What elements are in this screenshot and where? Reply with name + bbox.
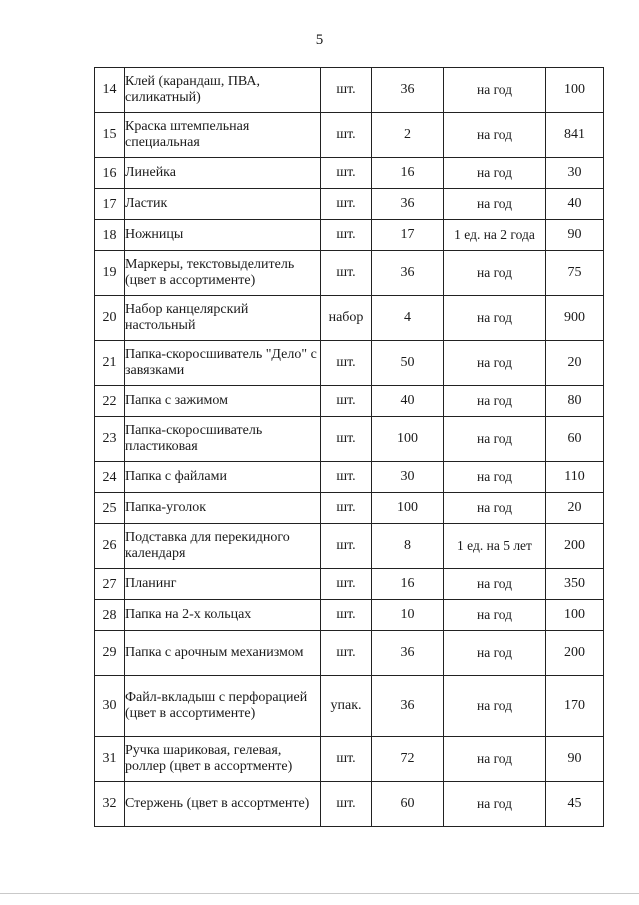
table-row (95, 524, 604, 569)
page-bottom-rule (0, 893, 639, 894)
item-price: 60 (546, 417, 604, 462)
item-unit: шт. (321, 68, 372, 113)
row-number: 31 (95, 737, 125, 782)
item-unit: шт. (321, 569, 372, 600)
item-price: 110 (546, 462, 604, 493)
item-unit: шт. (321, 386, 372, 417)
table-row (95, 158, 604, 189)
item-unit: набор (321, 296, 372, 341)
table-row (95, 782, 604, 827)
item-price: 20 (546, 341, 604, 386)
item-name: Краска штемпельная специальная (125, 113, 321, 158)
item-unit: шт. (321, 158, 372, 189)
row-number: 23 (95, 417, 125, 462)
item-quantity: 36 (372, 68, 444, 113)
item-period: на год (444, 158, 546, 189)
table-row (95, 417, 604, 462)
item-price: 40 (546, 189, 604, 220)
item-unit: шт. (321, 113, 372, 158)
item-quantity: 10 (372, 600, 444, 631)
item-unit: шт. (321, 417, 372, 462)
table-row (95, 220, 604, 251)
item-period: на год (444, 341, 546, 386)
row-number: 21 (95, 341, 125, 386)
item-unit: шт. (321, 462, 372, 493)
row-number: 27 (95, 569, 125, 600)
supply-table (94, 67, 604, 827)
row-number: 22 (95, 386, 125, 417)
item-unit: шт. (321, 631, 372, 676)
item-name: Папка на 2-х кольцах (125, 600, 321, 631)
item-quantity: 16 (372, 569, 444, 600)
item-period: на год (444, 782, 546, 827)
item-period: на год (444, 189, 546, 220)
item-unit: упак. (321, 676, 372, 737)
item-name: Подставка для перекидного календаря (125, 524, 321, 569)
item-price: 100 (546, 68, 604, 113)
item-price: 30 (546, 158, 604, 189)
row-number: 17 (95, 189, 125, 220)
row-number: 19 (95, 251, 125, 296)
table-row (95, 569, 604, 600)
table-row (95, 386, 604, 417)
item-name: Папка с файлами (125, 462, 321, 493)
item-name: Папка-уголок (125, 493, 321, 524)
row-number: 24 (95, 462, 125, 493)
item-period: на год (444, 676, 546, 737)
item-unit: шт. (321, 220, 372, 251)
item-name: Файл-вкладыш с перфорацией (цвет в ассортименте) (125, 676, 321, 737)
row-number: 15 (95, 113, 125, 158)
item-quantity: 4 (372, 296, 444, 341)
item-unit: шт. (321, 493, 372, 524)
item-name: Папка-скоросшиватель пластиковая (125, 417, 321, 462)
item-name: Линейка (125, 158, 321, 189)
table-row (95, 493, 604, 524)
table-row (95, 251, 604, 296)
item-name: Стержень (цвет в ассортменте) (125, 782, 321, 827)
item-quantity: 30 (372, 462, 444, 493)
item-period: на год (444, 462, 546, 493)
item-price: 45 (546, 782, 604, 827)
table-row (95, 462, 604, 493)
item-name: Маркеры, текстовыделитель (цвет в ассортименте) (125, 251, 321, 296)
item-price: 75 (546, 251, 604, 296)
item-name: Ручка шариковая, гелевая, роллер (цвет в ассортменте) (125, 737, 321, 782)
item-price: 200 (546, 524, 604, 569)
page-number: 5 (315, 32, 324, 48)
item-name: Папка с арочным механизмом (125, 631, 321, 676)
row-number: 20 (95, 296, 125, 341)
table-row (95, 676, 604, 737)
item-price: 350 (546, 569, 604, 600)
item-period: на год (444, 569, 546, 600)
table-row (95, 600, 604, 631)
table-row (95, 737, 604, 782)
item-price: 900 (546, 296, 604, 341)
item-period: на год (444, 737, 546, 782)
item-quantity: 50 (372, 341, 444, 386)
item-quantity: 36 (372, 676, 444, 737)
item-quantity: 36 (372, 189, 444, 220)
table-row (95, 631, 604, 676)
item-quantity: 100 (372, 493, 444, 524)
table-row (95, 341, 604, 386)
row-number: 14 (95, 68, 125, 113)
item-period: на год (444, 600, 546, 631)
item-quantity: 16 (372, 158, 444, 189)
item-period: на год (444, 251, 546, 296)
item-price: 100 (546, 600, 604, 631)
item-period: на год (444, 113, 546, 158)
item-quantity: 36 (372, 251, 444, 296)
item-unit: шт. (321, 737, 372, 782)
item-name: Ножницы (125, 220, 321, 251)
item-quantity: 72 (372, 737, 444, 782)
item-period: 1 ед. на 2 года (444, 220, 546, 251)
item-unit: шт. (321, 600, 372, 631)
item-quantity: 36 (372, 631, 444, 676)
table-row (95, 189, 604, 220)
item-period: на год (444, 417, 546, 462)
item-quantity: 8 (372, 524, 444, 569)
item-period: 1 ед. на 5 лет (444, 524, 546, 569)
table-row (95, 296, 604, 341)
row-number: 28 (95, 600, 125, 631)
item-unit: шт. (321, 189, 372, 220)
item-quantity: 2 (372, 113, 444, 158)
item-price: 20 (546, 493, 604, 524)
item-quantity: 17 (372, 220, 444, 251)
item-period: на год (444, 493, 546, 524)
item-unit: шт. (321, 341, 372, 386)
item-period: на год (444, 631, 546, 676)
item-name: Папка с зажимом (125, 386, 321, 417)
item-name: Набор канцелярский настольный (125, 296, 321, 341)
item-period: на год (444, 68, 546, 113)
item-name: Клей (карандаш, ПВА, силикатный) (125, 68, 321, 113)
item-unit: шт. (321, 524, 372, 569)
row-number: 16 (95, 158, 125, 189)
item-price: 90 (546, 737, 604, 782)
item-period: на год (444, 296, 546, 341)
item-period: на год (444, 386, 546, 417)
row-number: 30 (95, 676, 125, 737)
item-name: Ластик (125, 189, 321, 220)
item-quantity: 40 (372, 386, 444, 417)
item-unit: шт. (321, 782, 372, 827)
item-price: 170 (546, 676, 604, 737)
row-number: 18 (95, 220, 125, 251)
item-unit: шт. (321, 251, 372, 296)
row-number: 32 (95, 782, 125, 827)
item-quantity: 60 (372, 782, 444, 827)
item-name: Папка-скоросшиватель "Дело" с завязками (125, 341, 321, 386)
row-number: 26 (95, 524, 125, 569)
row-number: 29 (95, 631, 125, 676)
item-price: 841 (546, 113, 604, 158)
item-price: 200 (546, 631, 604, 676)
item-price: 90 (546, 220, 604, 251)
table-row (95, 68, 604, 113)
item-name: Планинг (125, 569, 321, 600)
table-row (95, 113, 604, 158)
row-number: 25 (95, 493, 125, 524)
item-quantity: 100 (372, 417, 444, 462)
item-price: 80 (546, 386, 604, 417)
